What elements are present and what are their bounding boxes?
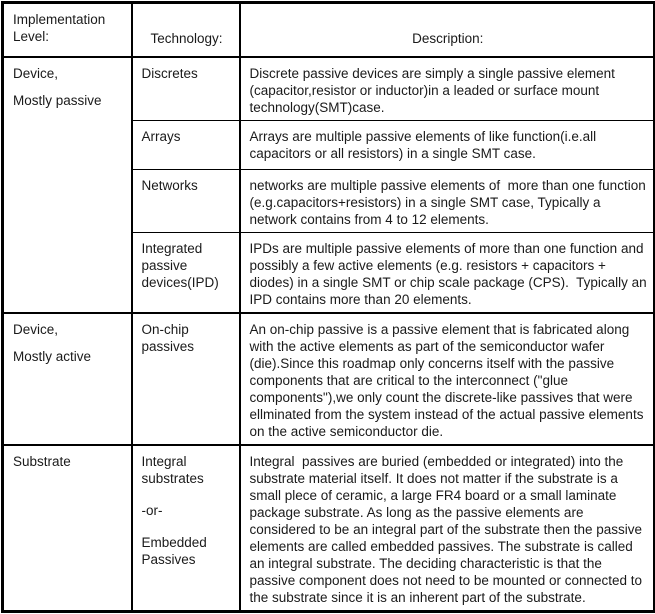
description-cell-arrays <box>240 120 655 169</box>
description-cell-substrate <box>240 445 655 612</box>
technology-cell-networks <box>132 169 240 232</box>
header-cell-implementation-level <box>3 3 132 57</box>
description-cell-ipd <box>240 232 655 313</box>
table-row-onchip-passives <box>3 313 655 445</box>
technology-label: Embedded Passives <box>141 534 207 567</box>
header-cell-technology <box>132 3 240 57</box>
level-line: Mostly passive <box>13 92 102 108</box>
technology-cell-arrays <box>132 120 240 169</box>
implementation-levels-table <box>1 1 655 613</box>
description-text: Integral passives are buried (embedded or integrated) into the substrate material itself. It does not matter if the substrate is a small plece of ceramic, a large FR4 board or a small laminate package substrate. As long as the passive elements are considered to be an integral part of the substrate then the passive elements are called embedded passives. The substrate is called an integral substrate. The deciding characteristic is that the passive component does not need to be mounted or connected to the substrate since it is an inherent part of the substrate. <box>249 453 646 605</box>
header-implementation-level-label: Implementation Level: <box>13 12 106 44</box>
level-cell-device-mostly-passive <box>3 57 132 313</box>
description-cell-onchip <box>240 313 655 445</box>
technology-cell-onchip <box>132 313 240 445</box>
level-line: Substrate <box>13 453 71 469</box>
technology-cell-discretes <box>132 57 240 121</box>
description-text: Discrete passive devices are simply a single passive element (capacitor,resistor or inductor)in a leaded or surface mount technology(SMT)case. <box>249 65 619 115</box>
level-cell-substrate <box>3 445 132 612</box>
description-text: An on-chip passive is a passive element that is fabricated along with the active elements as part of the semiconductor wafer (die).Since this roadmap only concerns itself with the passive components that are critical to the interconnect ("glue components"),we only count the discrete-like passives that were ellminated from the system instead of the actual passive elements on the active semiconductor die. <box>249 321 648 439</box>
header-description-label: Description: <box>412 30 484 46</box>
description-text: IPDs are multiple passive elements of more than one function and possibly a few active elements (e.g. resistors + capacitors + diodes) in a single SMT or chip scale package (CPS). Typically an IPD contains more than 20 elements. <box>249 240 651 307</box>
description-text: Arrays are multiple passive elements of like function(i.e.all capacitors or all resistors) in a single SMT case. <box>249 128 600 161</box>
technology-cell-substrate <box>132 445 240 612</box>
level-line: Device, <box>13 65 59 81</box>
table-row-discretes <box>3 57 655 121</box>
technology-label: Integral substrates <box>141 453 204 486</box>
description-text: networks are multiple passive elements of more than one function (e.g.capacitors+resistors) in a single SMT case, Typically a network contains from 4 to 12 elements. <box>249 177 650 227</box>
description-cell-discretes <box>240 57 655 121</box>
technology-or-separator: -or- <box>141 502 163 518</box>
description-cell-networks <box>240 169 655 232</box>
level-line: Device, <box>13 321 59 337</box>
technology-label: On-chip passives <box>141 321 195 354</box>
header-cell-description <box>240 3 655 57</box>
table-row-substrate <box>3 445 655 612</box>
technology-label: Networks <box>141 177 198 193</box>
level-line: Mostly active <box>13 348 92 364</box>
technology-label: Integrated passive devices(IPD) <box>141 240 219 290</box>
level-cell-device-mostly-active <box>3 313 132 445</box>
header-technology-label: Technology: <box>150 30 223 46</box>
header-row <box>3 3 655 57</box>
technology-label: Arrays <box>141 128 181 144</box>
technology-label: Discretes <box>141 65 198 81</box>
technology-cell-ipd <box>132 232 240 313</box>
